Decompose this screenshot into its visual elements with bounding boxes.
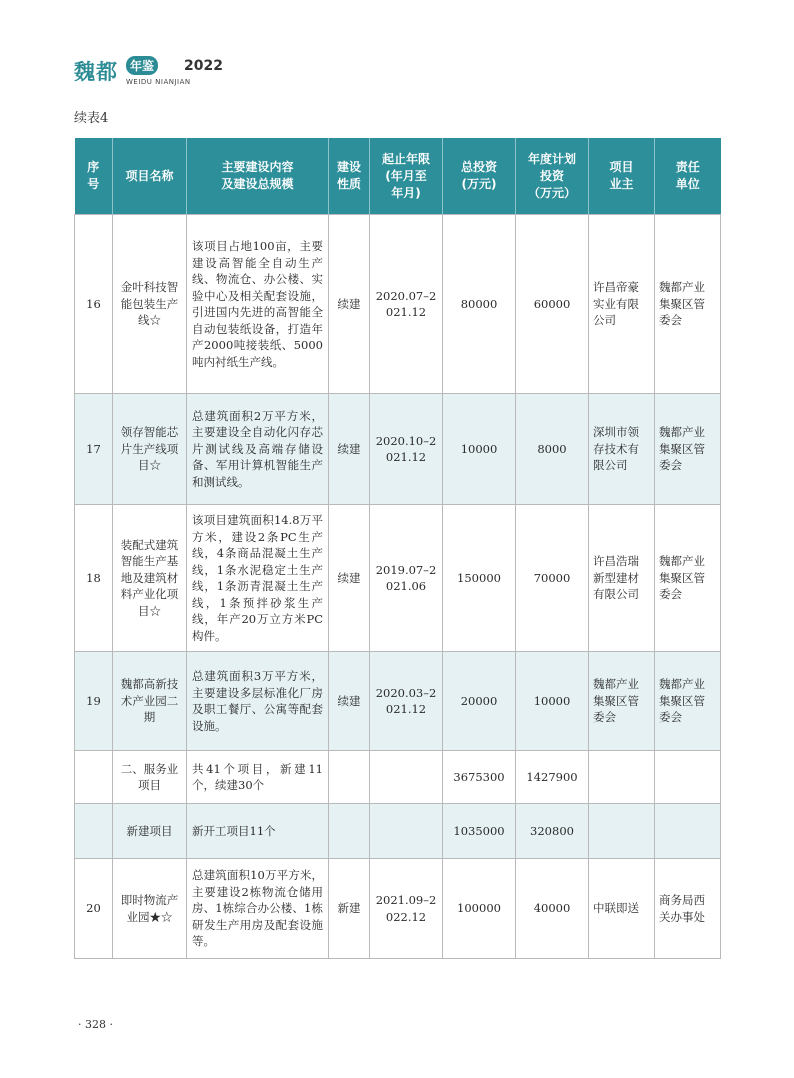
col-name-header: 项目名称: [113, 138, 187, 215]
project-owner: [589, 751, 655, 804]
project-name: 二、服务业项目: [113, 751, 187, 804]
continuation-label: 续表4: [74, 111, 109, 126]
construction-period: 2019.07–2021.06: [370, 505, 443, 652]
row-number: [75, 751, 113, 804]
col-period-header: 起止年限 (年月至 年月): [370, 138, 443, 215]
total-investment: 10000: [443, 394, 516, 505]
table-row: [75, 804, 721, 859]
col-annual-header: 年度计划 投资 （万元）: [516, 138, 589, 215]
row-number: 20: [75, 859, 113, 959]
row-number: 17: [75, 394, 113, 505]
annual-investment: 70000: [516, 505, 589, 652]
project-name: 领存智能芯片生产线项目☆: [113, 394, 187, 505]
col-content-header: 主要建设内容 及建设总规模: [187, 138, 329, 215]
project-name: 魏都高新技术产业园二期: [113, 652, 187, 751]
construction-content: 共41个项目，新建11个，续建30个: [187, 751, 329, 804]
logo-badge: 年鉴: [126, 56, 158, 75]
construction-content: 总建筑面积2万平方米，主要建设全自动化闪存芯片测试线及高端存储设备、军用计算机智能生产和测试线。: [187, 394, 329, 505]
construction-nature: 新建: [329, 859, 370, 959]
logo-subtitle: WEIDU NIANJIAN: [126, 78, 191, 86]
logo-title: 魏都: [74, 60, 118, 84]
row-number: 18: [75, 505, 113, 652]
table-header-row: [75, 138, 721, 215]
construction-nature: 续建: [329, 505, 370, 652]
project-owner: [589, 804, 655, 859]
col-total-header: 总投资 (万元): [443, 138, 516, 215]
construction-content: 总建筑面积3万平方米，主要建设多层标准化厂房及职工餐厅、公寓等配套设施。: [187, 652, 329, 751]
page-number: · 328 ·: [78, 1018, 113, 1031]
responsible-unit: 魏都产业集聚区管委会: [655, 505, 721, 652]
responsible-unit: 魏都产业集聚区管委会: [655, 215, 721, 394]
table-row: [75, 394, 721, 505]
project-owner: 中联即送: [589, 859, 655, 959]
row-number: [75, 804, 113, 859]
responsible-unit: [655, 804, 721, 859]
table-row: [75, 751, 721, 804]
table-row: [75, 652, 721, 751]
construction-content: 该项目建筑面积14.8万平方米，建设2条PC生产线，4条商品混凝土生产线，1条水泥稳定土生产线，1条沥青混凝土生产线，1条预拌砂浆生产线，年产20万立方米PC构件。: [187, 505, 329, 652]
construction-period: [370, 804, 443, 859]
construction-nature: [329, 751, 370, 804]
project-owner: 许昌浩瑞新型建材有限公司: [589, 505, 655, 652]
row-number: 19: [75, 652, 113, 751]
project-owner: 魏都产业集聚区管委会: [589, 652, 655, 751]
responsible-unit: 魏都产业集聚区管委会: [655, 394, 721, 505]
project-name: 装配式建筑智能生产基地及建筑材料产业化项目☆: [113, 505, 187, 652]
project-owner: 深圳市领存技术有限公司: [589, 394, 655, 505]
col-no-header: 序 号: [75, 138, 113, 215]
construction-period: 2020.03–2021.12: [370, 652, 443, 751]
construction-period: 2021.09–2022.12: [370, 859, 443, 959]
col-nature-header: 建设 性质: [329, 138, 370, 215]
col-owner-header: 项目 业主: [589, 138, 655, 215]
annual-investment: 320800: [516, 804, 589, 859]
construction-nature: 续建: [329, 652, 370, 751]
annual-investment: 60000: [516, 215, 589, 394]
construction-nature: 续建: [329, 394, 370, 505]
total-investment: 80000: [443, 215, 516, 394]
responsible-unit: 商务局西关办事处: [655, 859, 721, 959]
annual-investment: 40000: [516, 859, 589, 959]
logo-year: 2022: [184, 58, 223, 74]
construction-nature: [329, 804, 370, 859]
construction-period: 2020.07–2021.12: [370, 215, 443, 394]
total-investment: 3675300: [443, 751, 516, 804]
table-row: [75, 859, 721, 959]
responsible-unit: [655, 751, 721, 804]
total-investment: 100000: [443, 859, 516, 959]
project-table: [74, 138, 721, 959]
construction-nature: 续建: [329, 215, 370, 394]
construction-period: [370, 751, 443, 804]
row-number: 16: [75, 215, 113, 394]
project-name: 金叶科技智能包装生产线☆: [113, 215, 187, 394]
construction-period: 2020.10–2021.12: [370, 394, 443, 505]
responsible-unit: 魏都产业集聚区管委会: [655, 652, 721, 751]
construction-content: 该项目占地100亩，主要建设高智能全自动生产线、物流仓、办公楼、实验中心及相关配套设施，引进国内先进的高智能全自动包装纸设备，打造年产2000吨接装纸、5000吨内衬纸生产线。: [187, 215, 329, 394]
construction-content: 总建筑面积10万平方米，主要建设2栋物流仓储用房、1栋综合办公楼、1栋研发生产用房及配套设施等。: [187, 859, 329, 959]
project-name: 新建项目: [113, 804, 187, 859]
project-owner: 许昌帝豪实业有限公司: [589, 215, 655, 394]
annual-investment: 1427900: [516, 751, 589, 804]
col-unit-header: 责任 单位: [655, 138, 721, 215]
total-investment: 1035000: [443, 804, 516, 859]
table-row: [75, 215, 721, 394]
total-investment: 150000: [443, 505, 516, 652]
project-name: 即时物流产业园★☆: [113, 859, 187, 959]
construction-content: 新开工项目11个: [187, 804, 329, 859]
annual-investment: 10000: [516, 652, 589, 751]
table-row: [75, 505, 721, 652]
annual-investment: 8000: [516, 394, 589, 505]
total-investment: 20000: [443, 652, 516, 751]
